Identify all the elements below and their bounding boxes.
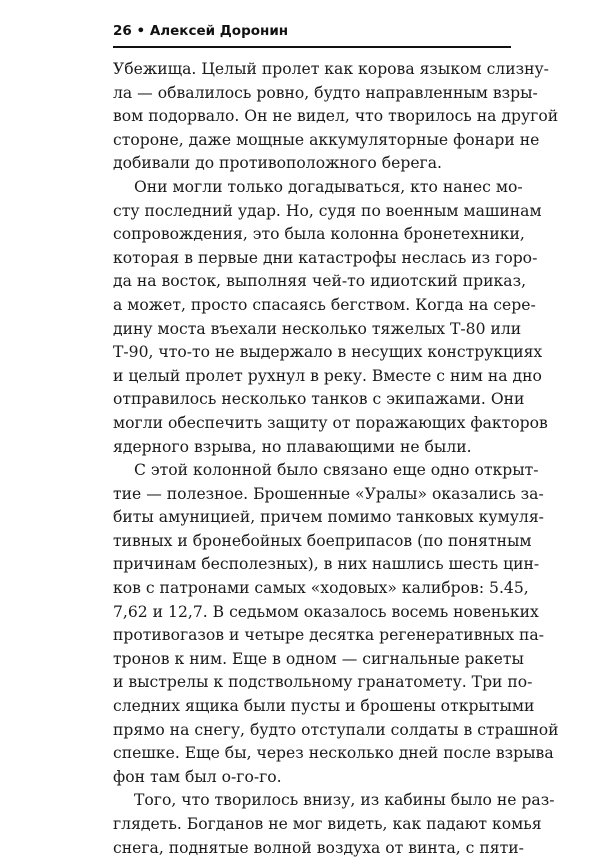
text-line: сопровождения, это была колонна бронетехники, [113, 225, 525, 244]
text-line: стороне, даже мощные аккумуляторные фонари не [113, 130, 540, 149]
text-line: причинам бесполезных), в них нашлись шесть цин- [113, 555, 540, 574]
header-rule [113, 46, 511, 48]
text-line: тивных и бронебойных боеприпасов (по понятным [113, 531, 532, 550]
body-text [113, 58, 559, 860]
text-line: могли обеспечить защиту от поражающих факторов [113, 413, 548, 432]
text-line: следних ящика были пусты и брошены открытыми [113, 697, 535, 716]
text-line: глядеть. Богданов не мог видеть, как падают комья [113, 815, 542, 833]
text-line: спешке. Еще бы, через несколько дней после взрыва [113, 744, 554, 763]
text-line: дину моста въехали несколько тяжелых Т-80 или [113, 319, 522, 338]
text-line: ядерного взрыва, но плавающими не были. [113, 437, 472, 456]
text-line: 7,62 и 12,7. В седьмом оказалось восемь новеньких [113, 602, 539, 621]
text-line: тие — полезное. Брошенные «Уралы» оказались за- [113, 484, 544, 503]
text-line: и выстрелы к подствольному гранатомету. Три по- [113, 673, 533, 692]
text-line: биты амуницией, причем помимо танковых кумуля- [113, 508, 544, 527]
text-line: отправилось несколько танков с экипажами. Они [113, 390, 525, 409]
text-line: добивали до противоположного берега. [113, 154, 442, 173]
text-line: и целый пролет рухнул в реку. Вместе с ним на дно [113, 366, 542, 385]
text-line: сту последний удар. Но, судя по военным машинам [113, 201, 542, 220]
text-line: вом подорвало. Он не видел, что творилось на другой [113, 107, 559, 126]
text-line: снега, поднятые волной воздуха от винта, с пяти- [113, 838, 524, 857]
text-line: противогазов и четыре десятка регенеративных па- [113, 626, 544, 645]
text-line: фон там был о-го-го. [113, 767, 282, 786]
text-line: тронов к ним. Еще в одном — сигнальные ракеты [113, 649, 524, 668]
text-line: а может, просто спасаясь бегством. Когда на сере- [113, 295, 536, 314]
text-line: Т-90, что-то не выдержало в несущих конструкциях [113, 343, 543, 362]
text-line: прямо на снегу, будто отступали солдаты в страшной [113, 720, 559, 739]
running-head: 26 • Алексей Доронин [113, 23, 289, 39]
text-line: которая в первые дни катастрофы неслась из горо- [113, 248, 538, 267]
text-line: Убежища. Целый пролет как корова языком слизну- [113, 60, 549, 78]
text-line: ков с патронами самых «ходовых» калибров: 5.45, [113, 579, 529, 598]
text-line: ла — обвалилось ровно, будто направленным взры- [113, 83, 538, 102]
text-line: Того, что творилось внизу, из кабины было не раз- [134, 791, 555, 810]
text-line: С этой колонной было связано еще одно открыт- [134, 461, 539, 480]
text-line: Они могли только догадываться, кто нанес мо- [134, 177, 523, 196]
text-line: да на восток, выполняя чей-то идиотский приказ, [113, 272, 527, 291]
